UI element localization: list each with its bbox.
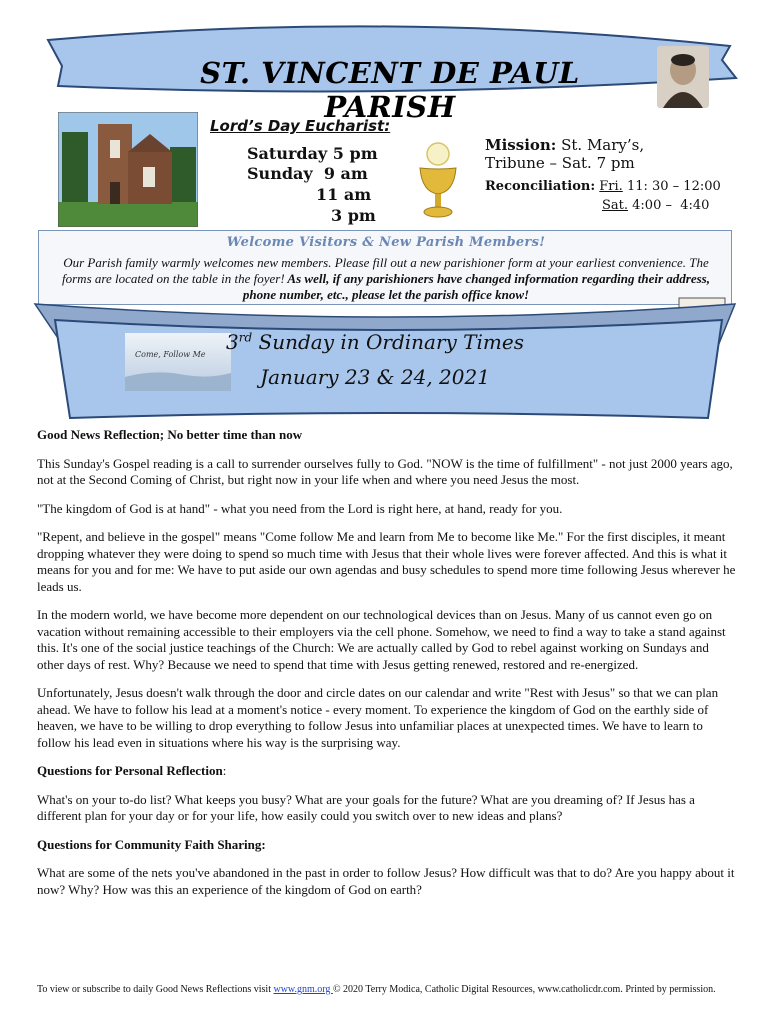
come-follow-me-image [125,333,231,391]
welcome-text-bold: As well, if any parishioners have changed information regarding their address, phone number, etc., please let the parish office know! [242,271,710,302]
sunday-ordinal-suffix: rd [238,330,253,345]
welcome-heading: Welcome Visitors & New Parish Members! [226,235,546,250]
reconciliation-info [485,179,721,194]
reconciliation-saturday [602,198,709,213]
community-sharing-text: What are some of the nets you've abandoned in the past in order to follow Jesus? How difficult was that to do? Are you happy about it now? Why? How was this an experience of the kingdom of God on earth? [37,865,735,897]
sunday-title-rest: Sunday in Ordinary Times [252,330,524,354]
mass-time-11am: 11 am [316,185,372,204]
mission-label: Mission: [485,136,557,154]
church-photo [58,112,198,227]
reflection-heading: Good News Reflection; No better time than now [37,427,303,442]
chalice-icon [410,140,466,222]
lords-day-heading: Lord’s Day Eucharist: [210,117,391,135]
reconciliation-day-saturday: Sat. [602,198,629,213]
sunday-ordinal-number: 3 [226,330,239,354]
gnm-link[interactable]: www.gnm.org [273,984,333,995]
reflection-paragraph: "Repent, and believe in the gospel" means "Come follow Me and learn from Me to become like Me." For the first disciples, it meant dropping whatever they were doing to spend so much time with Jesus that their whole lives were forever affected. And this is what it means for you and for me: We have to put aside our own agendas and busy schedules to spend more time following Jesus wherever he leads us. [37,529,736,594]
reconciliation-label: Reconciliation: [485,179,596,194]
welcome-box [38,230,732,305]
reflection-article [37,427,737,910]
sunday-title [220,330,530,354]
parish-title: ST. VINCENT DE PAUL PARISH [200,56,580,124]
footer-suffix: © 2020 Terry Modica, Catholic Digital Resources, www.catholicdr.com. Printed by permission. [332,984,716,995]
welcome-text [47,255,725,303]
reflection-paragraph: This Sunday's Gospel reading is a call to surrender ourselves fully to God. "NOW is the time of fulfillment" - not just 2000 years ago, not at the Second Coming of Christ, but right now in your life when and where you need Jesus the most. [37,455,733,487]
mission-info [485,136,644,154]
mission-time: Tribune – Sat. 7 pm [485,154,635,172]
saint-portrait-image [657,46,709,108]
personal-reflection-heading [37,763,737,780]
personal-reflection-heading-text: Questions for Personal Reflection [37,763,223,778]
footer-prefix: To view or subscribe to daily Good News Reflections visit [37,984,274,995]
reflection-paragraph: In the modern world, we have become more dependent on our technological devices than on Jesus. Many of us cannot even go on vacation without remaining accessible to their employers via the cell phone. Somehow, we need to find a way to take a stand against this. It's one of the social justice teachings of the Church: We are actually called by God to rebel against working on Sundays and other days of rest. Why? Because we need to spend that time with Jesus getting renewed, restored and re-energized. [37,607,726,672]
come-follow-me-caption: Come, Follow Me [135,350,206,359]
mass-time-saturday: Saturday 5 pm [247,144,378,163]
reconciliation-time-saturday: 4:00 – 4:40 [628,198,710,213]
reconciliation-day-friday: Fri. [599,179,623,194]
welcome-text-plain: Our Parish family warmly welcomes new members. Please fill out a new parishioner form at your earliest convenience. The forms are located on the table in the foyer! [62,255,709,286]
personal-reflection-text: What's on your to-do list? What keeps you busy? What are your goals for the future? What are you dreaming of? If Jesus has a different plan for your day or for your life, how easily could you switch over to new ideas and plans? [37,791,695,823]
mass-time-sunday: Sunday 9 am [247,164,368,183]
personal-reflection-colon: : [222,763,227,778]
mission-place: St. Mary’s, [556,136,645,154]
footer-credits [37,984,737,995]
sunday-date: January 23 & 24, 2021 [260,365,490,389]
community-sharing-heading: Questions for Community Faith Sharing: [37,836,266,852]
reflection-paragraph: Unfortunately, Jesus doesn't walk through the door and circle dates on our calendar and write "Rest with Jesus" so that we can plan ahead. We have to follow his lead at a moment's notice - every moment. To experience the kingdom of God on the earthly side of heaven, we have to be willing to drop everything to follow Jesus into unfamiliar places at unexpected times. We have to learn to follow his lead even in situations where his way is the surprising way. [37,685,719,750]
reflection-paragraph: "The kingdom of God is at hand" - what you need from the Lord is right here, at hand, ready for you. [37,500,563,516]
mass-time-3pm: 3 pm [331,206,376,225]
reconciliation-time-friday: 11: 30 – 12:00 [622,179,721,194]
